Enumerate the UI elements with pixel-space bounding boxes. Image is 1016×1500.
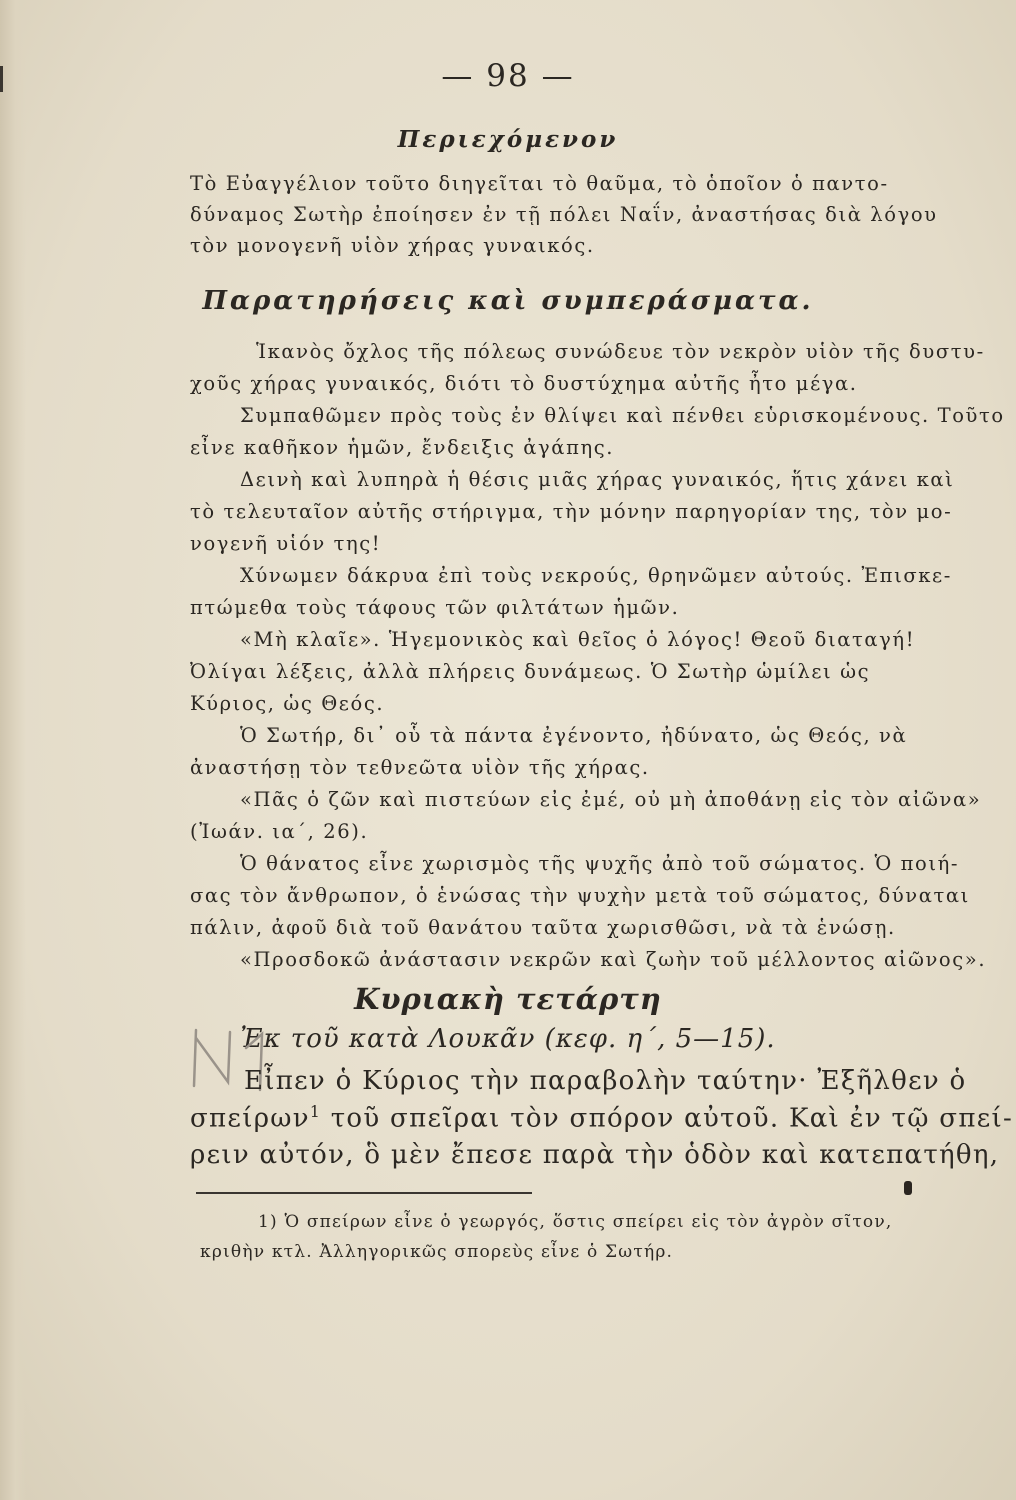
paragraph-line: σας τὸν ἄνθρωπον, ὁ ἑνώσας τὴν ψυχὴν μετὰ τοῦ σώματος, δύναται — [190, 884, 970, 907]
paragraph-line: τὸ τελευταῖον αὐτῆς στήριγμα, τὴν μόνην παρηγορίαν της, τὸν μο- — [190, 500, 953, 523]
gospel-word: σπείρων — [190, 1103, 310, 1134]
gospel-line — [190, 1103, 1014, 1134]
paragraph-line: «Προσδοκῶ ἀνάστασιν νεκρῶν καὶ ζωὴν τοῦ μέλλοντος αἰῶνος». — [240, 948, 987, 971]
paragraph-line: πάλιν, ἀφοῦ διὰ τοῦ θανάτου ταῦτα χωρισθῶσι, νὰ τὰ ἑνώσῃ. — [190, 916, 896, 939]
paragraph-line: «Μὴ κλαῖε». Ἡγεμονικὸς καὶ θεῖος ὁ λόγος! Θεοῦ διαταγή! — [240, 628, 916, 651]
paragraph-line: Ἱκανὸς ὄχλος τῆς πόλεως συνώδευε τὸν νεκρὸν υἱὸν τῆς δυστυ- — [256, 340, 985, 363]
scripture-reference: Ἐκ τοῦ κατὰ Λουκᾶν (κεφ. η΄, 5—15). — [240, 1024, 776, 1054]
contents-line: δύναμος Σωτὴρ ἐποίησεν ἐν τῇ πόλει Ναΐν, ἀναστήσας διὰ λόγου — [190, 203, 938, 226]
gospel-line-rest: τοῦ σπεῖραι τὸν σπόρον αὐτοῦ. Καὶ ἐν τῷ σπεί- — [330, 1103, 1014, 1134]
paragraph-line: χοῦς χήρας γυναικός, διότι τὸ δυστύχημα αὐτῆς ἦτο μέγα. — [190, 372, 858, 395]
section-heading-observations: Παρατηρήσεις καὶ συμπεράσματα. — [202, 286, 814, 316]
gospel-line: ρειν αὐτόν, ὃ μὲν ἔπεσε παρὰ τὴν ὁδὸν καὶ κατεπατήθη, — [190, 1140, 1000, 1170]
footnote-reference: 1 — [309, 1103, 322, 1121]
contents-line: τὸν μονογενῆ υἱὸν χήρας γυναικός. — [190, 234, 595, 257]
paragraph-line: «Πᾶς ὁ ζῶν καὶ πιστεύων εἰς ἐμέ, οὐ μὴ ἀποθάνῃ εἰς τὸν αἰῶνα» — [240, 788, 982, 811]
paragraph-line: Ὀλίγαι λέξεις, ἀλλὰ πλήρεις δυνάμεως. Ὁ Σωτὴρ ὡμίλει ὡς — [190, 660, 871, 683]
paragraph-line: πτώμεθα τοὺς τάφους τῶν φιλτάτων ἡμῶν. — [190, 596, 680, 619]
paragraph-line: Κύριος, ὡς Θεός. — [190, 692, 385, 715]
paragraph-line: Δεινὴ καὶ λυπηρὰ ἡ θέσις μιᾶς χήρας γυναικός, ἥτις χάνει καὶ — [240, 468, 955, 491]
paragraph-line: ἀναστήσῃ τὸν τεθνεῶτα υἱὸν τῆς χήρας. — [190, 756, 650, 779]
page-binding-edge — [0, 0, 26, 1500]
paragraph-line: Συμπαθῶμεν πρὸς τοὺς ἐν θλίψει καὶ πένθει εὑρισκομένους. Τοῦτο — [240, 404, 1005, 427]
paragraph-line: Χύνωμεν δάκρυα ἐπὶ τοὺς νεκρούς, θρηνῶμεν αὐτούς. Ἐπισκε- — [240, 564, 952, 587]
section-heading-fourth-sunday: Κυριακὴ τετάρτη — [354, 982, 662, 1016]
paragraph-line: Ὁ Σωτήρ, δι᾿ οὗ τὰ πάντα ἐγένοντο, ἠδύνατο, ὡς Θεός, νὰ — [240, 724, 908, 747]
paragraph-line: Ὁ θάνατος εἶνε χωρισμὸς τῆς ψυχῆς ἀπὸ τοῦ σώματος. Ὁ ποιή- — [240, 852, 960, 875]
paragraph-line: νογενῆ υἱόν της! — [190, 532, 382, 555]
page-number: — 98 — — [441, 58, 575, 94]
paragraph-line: εἶνε καθῆκον ἡμῶν, ἔνδειξις ἀγάπης. — [190, 436, 615, 459]
footnote-line: κριθὴν κτλ. Ἀλληγορικῶς σπορεὺς εἶνε ὁ Σωτήρ. — [200, 1242, 674, 1262]
section-heading-contents: Περιεχόμενον — [397, 126, 619, 153]
paragraph-line: (Ἰωάν. ια΄, 26). — [190, 820, 369, 843]
footnote-rule — [196, 1192, 532, 1194]
ink-smudge — [904, 1181, 912, 1195]
contents-line: Τὸ Εὐαγγέλιον τοῦτο διηγεῖται τὸ θαῦμα, τὸ ὁποῖον ὁ παντο- — [190, 172, 889, 195]
gospel-line: Εἶπεν ὁ Κύριος τὴν παραβολὴν ταύτην· Ἐξῆλθεν ὁ — [244, 1066, 967, 1096]
footnote-line: 1) Ὁ σπείρων εἶνε ὁ γεωργός, ὅστις σπείρει εἰς τὸν ἀγρὸν σῖτον, — [258, 1212, 893, 1232]
